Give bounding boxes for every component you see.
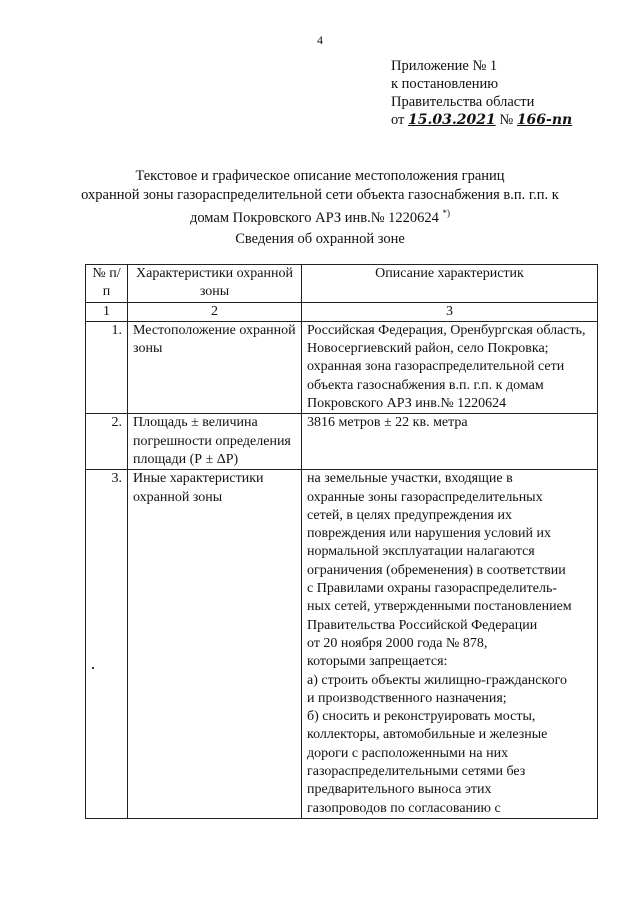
appendix-block: [391, 57, 572, 129]
page-number: 4: [317, 33, 323, 47]
number-prefix: №: [499, 112, 514, 128]
title-line-2: охранной зоны газораспределительной сети объекта газоснабжения в.п. г.п. к: [81, 186, 559, 203]
table-row: [86, 414, 598, 470]
description-line: газопроводов по согласованию с: [307, 800, 501, 816]
description-line: охранные зоны газораспределительных: [307, 489, 543, 505]
row-number: 2.: [86, 414, 128, 470]
description-line: на земельные участки, входящие в: [307, 471, 513, 487]
title-line-1: Текстовое и графическое описание местоположения границ: [135, 168, 505, 184]
description-line: газораспределительными сетями без: [307, 764, 526, 780]
column-number: 2: [128, 302, 302, 321]
appendix-date-line: [391, 111, 572, 129]
description-line: ных сетей, утвержденными постановлением: [307, 599, 572, 615]
row-description: Российская Федерация, Оренбургская область, Новосергиевский район, село Покровка; охранная зона газораспределительной сети объекта газоснабжения в.п. г.п. к домам Покровского АРЗ инв.№ 1220624: [302, 321, 598, 413]
description-line: от 20 ноября 2000 года № 878,: [307, 635, 488, 651]
description-line: нормальной эксплуатации налагаются: [307, 544, 535, 560]
document-title: [60, 167, 580, 227]
row-number: 3.: [86, 470, 128, 819]
handwritten-number: 166-пп: [516, 112, 573, 128]
row-characteristic: Площадь ± величина погрешности определения площади (Р ± ΔР): [128, 414, 302, 470]
column-number: 3: [302, 302, 598, 321]
description-line: а) строить объекты жилищно-гражданского: [307, 672, 567, 688]
description-line: ограничения (обременения) в соответствии: [307, 562, 566, 578]
appendix-line-3: Правительства области: [391, 94, 535, 110]
scan-speck: [92, 667, 94, 669]
title-line-3-wrap: [60, 204, 580, 227]
zone-info-table: [85, 264, 598, 819]
description-line: б) сносить и реконструировать мосты,: [307, 709, 536, 725]
footnote-mark: *): [442, 208, 451, 218]
description-line: предварительного выноса этих: [307, 782, 492, 798]
row-description: [302, 470, 598, 819]
header-no: № п/п: [86, 265, 128, 303]
description-line: сетей, в целях предупреждения их: [307, 507, 512, 523]
description-line: Правительства Российской Федерации: [307, 617, 538, 633]
row-characteristic: Иные характеристики охранной зоны: [128, 470, 302, 819]
table-header-row: [86, 265, 598, 303]
row-description: 3816 метров ± 22 кв. метра: [302, 414, 598, 470]
row-characteristic: Местоположение охранной зоны: [128, 321, 302, 413]
appendix-line-1: Приложение № 1: [391, 58, 498, 74]
row-number: 1.: [86, 321, 128, 413]
appendix-line-2: к постановлению: [391, 76, 499, 92]
handwritten-date: 15.03.2021: [408, 112, 496, 128]
description-line: с Правилами охраны газораспределитель-: [307, 581, 557, 597]
header-characteristics: Характеристики охранной зоны: [128, 265, 302, 303]
date-prefix: от: [391, 112, 405, 128]
table-row: [86, 470, 598, 819]
header-description: Описание характеристик: [302, 265, 598, 303]
description-line: и производственного назначения;: [307, 690, 507, 706]
column-number: 1: [86, 302, 128, 321]
column-number-row: [86, 302, 598, 321]
description-line: повреждения или нарушения условий их: [307, 526, 551, 542]
description-line: которыми запрещается:: [307, 654, 448, 670]
title-line-3: домам Покровского АРЗ инв.№ 1220624: [189, 209, 439, 226]
description-line: коллекторы, автомобильные и железные: [307, 727, 548, 743]
description-line: дороги с расположенными на них: [307, 745, 509, 761]
table-row: [86, 321, 598, 413]
section-subtitle: Сведения об охранной зоне: [235, 231, 405, 247]
